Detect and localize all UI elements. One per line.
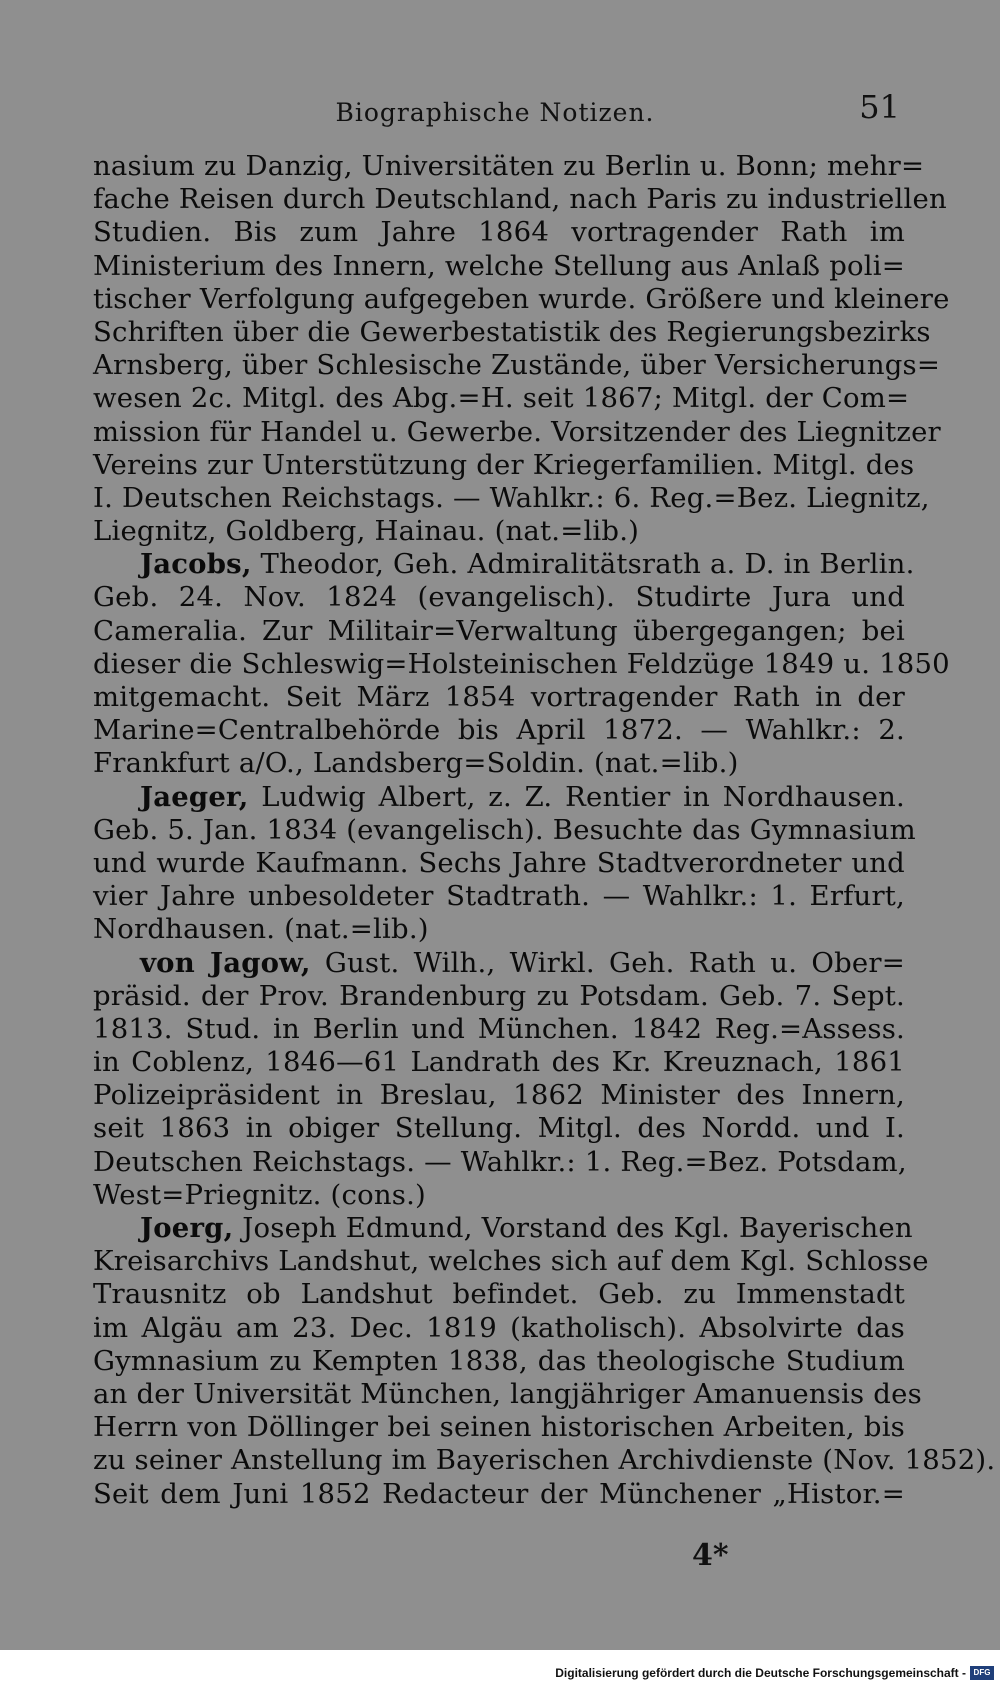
entry-text: Theodor, Geh. Admiralitätsrath a. D. in Berlin. [251, 548, 915, 581]
text-line: Arnsberg, über Schlesische Zustände, über Versicherungs= [93, 349, 941, 382]
text-line: 1813. Stud. in Berlin und München. 1842 Reg.=Assess. [93, 1012, 905, 1045]
text-line: Studien. Bis zum Jahre 1864 vortragender Rath im [93, 216, 905, 249]
text-line: fache Reisen durch Deutschland, nach Paris zu industriellen [93, 183, 947, 216]
footer-credit: Digitalisierung gefördert durch die Deutsche Forschungsgemeinschaft - [555, 1666, 966, 1680]
entry-name: Jaeger, [140, 780, 249, 813]
text-line: Herrn von Döllinger bei seinen historischen Arbeiten, bis [93, 1411, 905, 1444]
text-line: I. Deutschen Reichstags. — Wahlkr.: 6. Reg.=Bez. Liegnitz, [93, 481, 930, 514]
text-line: vier Jahre unbesoldeter Stadtrath. — Wahlkr.: 1. Erfurt, [93, 880, 905, 913]
entry-first-line [93, 548, 915, 581]
entry-text: Gust. Wilh., Wirkl. Geh. Rath u. Ober= [310, 946, 905, 979]
text-line: Kreisarchivs Landshut, welches sich auf dem Kgl. Schlosse [93, 1245, 929, 1278]
text-line: Liegnitz, Goldberg, Hainau. (nat.=lib.) [93, 515, 640, 548]
entry-first-line [93, 947, 905, 980]
text-line: Ministerium des Innern, welche Stellung aus Anlaß poli= [93, 249, 905, 282]
text-line: Geb. 24. Nov. 1824 (evangelisch). Studirte Jura und [93, 581, 905, 614]
text-line: mitgemacht. Seit März 1854 vortragender Rath in der [93, 681, 905, 713]
entry-name: von Jagow, [140, 946, 311, 979]
page-header [90, 88, 900, 138]
running-head: Biographische Notizen. [335, 98, 655, 127]
entry-name: Joerg, [140, 1212, 234, 1244]
text-line: tischer Verfolgung aufgegeben wurde. Größere und kleinere [93, 282, 950, 315]
text-line: wesen 2c. Mitgl. des Abg.=H. seit 1867; Mitgl. der Com= [93, 382, 910, 415]
dfg-logo-icon: DFG [970, 1666, 994, 1680]
text-line: Geb. 5. Jan. 1834 (evangelisch). Besuchte das Gymnasium [93, 813, 916, 846]
text-line: im Algäu am 23. Dec. 1819 (katholisch). Absolvirte das [93, 1311, 905, 1344]
text-line: Gymnasium zu Kempten 1838, das theologische Studium [93, 1344, 905, 1377]
text-line: Schriften über die Gewerbestatistik des Regierungsbezirks [93, 315, 931, 348]
text-line: mission für Handel u. Gewerbe. Vorsitzender des Liegnitzer [93, 415, 941, 448]
text-line: präsid. der Prov. Brandenburg zu Potsdam. Geb. 7. Sept. [93, 979, 905, 1012]
signature-mark: 4* [692, 1538, 729, 1573]
text-line: Deutschen Reichstags. — Wahlkr.: 1. Reg.=Bez. Potsdam, [93, 1145, 907, 1178]
text-line: Nordhausen. (nat.=lib.) [93, 913, 429, 946]
text-line: Vereins zur Unterstützung der Kriegerfamilien. Mitgl. des [93, 448, 915, 481]
text-line: und wurde Kaufmann. Sechs Jahre Stadtverordneter und [93, 846, 905, 879]
text-line: dieser die Schleswig=Holsteinischen Feldzüge 1849 u. 1850 [93, 647, 950, 680]
text-line: Frankfurt a/O., Landsberg=Soldin. (nat.=lib.) [93, 747, 739, 780]
page-footer [555, 1664, 994, 1682]
entry-text: Joseph Edmund, Vorstand des Kgl. Bayerischen [233, 1212, 913, 1244]
text-line: West=Priegnitz. (cons.) [93, 1178, 426, 1211]
entry-first-line [93, 1212, 913, 1245]
text-line: Polizeipräsident in Breslau, 1862 Minister des Innern, [93, 1079, 905, 1112]
text-line: Seit dem Juni 1852 Redacteur der Münchener „Histor.= [93, 1477, 905, 1510]
text-line: Trausnitz ob Landshut befindet. Geb. zu Immenstadt [93, 1278, 905, 1311]
text-line: zu seiner Anstellung im Bayerischen Archivdienste (Nov. 1852). [93, 1444, 996, 1477]
text-line: Cameralia. Zur Militair=Verwaltung übergegangen; bei [93, 614, 905, 647]
text-line: in Coblenz, 1846—61 Landrath des Kr. Kreuznach, 1861 [93, 1046, 905, 1079]
text-line: an der Universität München, langjähriger Amanuensis des [93, 1377, 922, 1410]
text-line: seit 1863 in obiger Stellung. Mitgl. des Nordd. und I. [93, 1112, 905, 1145]
text-line: Marine=Centralbehörde bis April 1872. — Wahlkr.: 2. [93, 714, 905, 747]
entry-first-line [93, 781, 905, 814]
body-text [93, 150, 996, 1511]
entry-name: Jacobs, [140, 548, 252, 581]
entry-text: Ludwig Albert, z. Z. Rentier in Nordhausen. [248, 780, 905, 813]
page-number: 51 [859, 88, 900, 126]
text-line: nasium zu Danzig, Universitäten zu Berlin u. Bonn; mehr= [93, 150, 925, 182]
